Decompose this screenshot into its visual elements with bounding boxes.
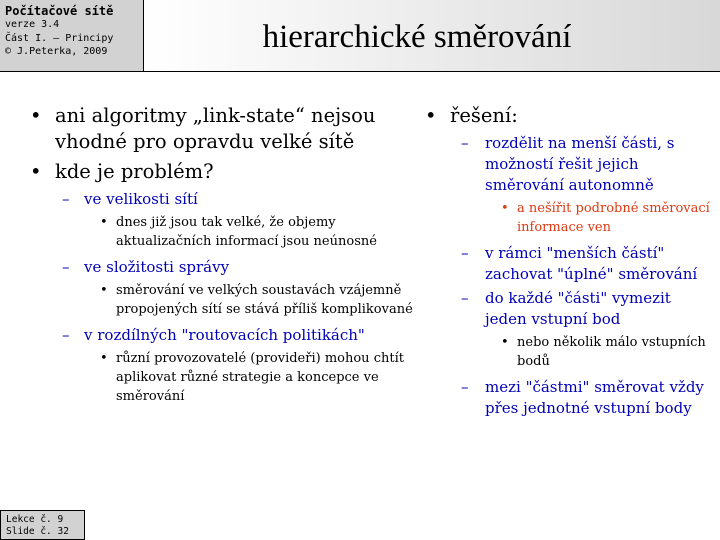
sub-bullet-text: v rámci "menších částí" zachovat "úplné" směrování [485,244,698,283]
course-name: Počítačové sítě [5,4,114,18]
part-label: Část I. – Principy [5,32,114,44]
detail-text: směrování ve velkých soustavách vzájemně propojených sítí se stává příliš komplikované [116,283,413,317]
sub-bullet-text: v rozdílných "routovacích politikách" [84,326,365,344]
detail-bullet-item [425,199,715,237]
detail-text: nebo několik málo vstupních bodů [517,335,706,369]
version-label: verze 3.4 [5,19,60,30]
bullet-text: ani algoritmy „link-state“ nejsou vhodné pro opravdu velké sítě [55,104,376,153]
title-bar [144,0,720,72]
course-info-box [0,0,144,72]
bullet-item [425,103,715,129]
sub-bullet-item [425,288,715,330]
slide-title: hierarchické směrování [262,19,572,55]
sub-bullet-text: ve velikosti sítí [84,190,198,208]
sub-bullet-text: do každé "části" vymezit jeden vstupní bod [485,289,671,328]
bullet-dot-icon: • [100,215,108,230]
detail-bullet-item [30,281,420,319]
dash-icon: – [62,190,70,208]
detail-bullet-item [30,349,420,406]
dash-icon: – [461,134,469,152]
dash-icon: – [461,378,469,396]
detail-bullet-item [425,333,715,371]
bullet-dot-icon: • [100,283,108,298]
slide-info-box [0,510,85,540]
bullet-item [30,159,420,185]
dash-icon: – [461,289,469,307]
sub-bullet-item [30,325,420,346]
sub-bullet-item [425,243,715,285]
right-column [425,103,715,422]
bullet-item [30,103,420,155]
dash-icon: – [461,244,469,262]
sub-bullet-text: ve složitosti správy [84,258,230,276]
left-column [30,103,420,412]
sub-bullet-item [30,257,420,278]
bullet-text: kde je problém? [55,160,214,183]
bullet-dot-icon: • [30,104,42,127]
sub-bullet-item [425,377,715,419]
sub-bullet-text: rozdělit na menší části, s možností řešit jejich směrování autonomně [485,134,675,194]
lecture-number: Lekce č. 9 [6,514,64,525]
dash-icon: – [62,258,70,276]
copyright-label: © J.Peterka, 2009 [5,46,108,57]
bullet-dot-icon: • [100,351,108,366]
dash-icon: – [62,326,70,344]
bullet-dot-icon: • [501,335,509,350]
detail-text: různí provozovatelé (provideři) mohou chtít aplikovat různé strategie a koncepce ve směrování [116,351,404,404]
bullet-text: řešení: [450,104,518,127]
sub-bullet-text: mezi "částmi" směrovat vždy přes jednotné vstupní body [485,378,704,417]
detail-bullet-item [30,213,420,251]
detail-text: dnes již jsou tak velké, že objemy aktualizačních informací jsou neúnosné [116,215,377,249]
sub-bullet-item [30,189,420,210]
bullet-dot-icon: • [30,160,42,183]
slide-number: Slide č. 32 [6,525,69,537]
detail-text: a nešířit podrobné směrovací informace ven [517,201,710,235]
sub-bullet-item [425,133,715,196]
bullet-dot-icon: • [501,201,509,216]
bullet-dot-icon: • [425,104,437,127]
